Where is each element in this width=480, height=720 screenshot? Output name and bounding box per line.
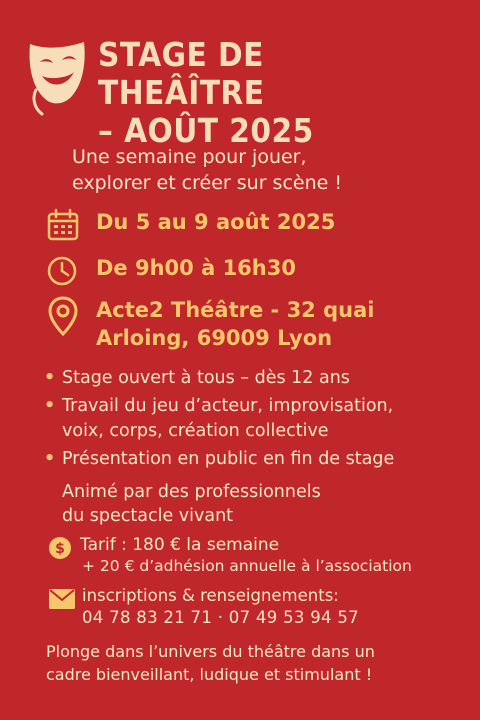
closing-line-2: cadre bienveillant, ludique et stimulant ! (46, 665, 373, 684)
svg-text:$: $ (55, 541, 65, 557)
price-text (80, 534, 412, 577)
place-line-2: Arloing, 69009 Lyon (96, 326, 333, 350)
time-row (46, 254, 296, 288)
date-row (46, 208, 335, 242)
animator-note (62, 480, 442, 528)
place-row (46, 296, 374, 352)
closing-text (46, 640, 466, 686)
list-item (44, 447, 474, 472)
dollar-coin-icon (48, 536, 72, 560)
title-line-1: STAGE DE THEÂÎTRE (98, 35, 265, 112)
place-text (96, 296, 374, 352)
tagline-line-2: explorer et créer sur scène ! (72, 172, 342, 194)
feature-list (44, 366, 474, 475)
contact-label: inscriptions & renseignements: (82, 586, 339, 605)
list-item (44, 394, 474, 444)
tagline-line-1: Une semaine pour jouer, (72, 146, 307, 168)
animator-line-1: Animé par des professionnels (62, 482, 321, 502)
place-line-1: Acte2 Théâtre - 32 quai (96, 298, 375, 322)
contact-text (82, 585, 359, 629)
title-line-2: – AOÛT 2025 (98, 111, 314, 150)
closing-line-1: Plonge dans l’univers du théâtre dans un (46, 642, 375, 661)
list-item-line-1: • Travail du jeu d’acteur, improvisation, (62, 396, 394, 416)
list-item-line-2: voix, corps, création collective (62, 421, 329, 441)
price-row (48, 534, 412, 577)
page-title (98, 36, 431, 150)
calendar-icon (46, 208, 80, 242)
location-pin-icon (46, 296, 80, 336)
list-item (44, 366, 474, 391)
contact-phones: 04 78 83 21 71 · 07 49 53 94 57 (82, 608, 359, 627)
list-item-line-1: • Stage ouvert à tous – dès 12 ans (62, 368, 350, 388)
list-item-line-1: • Présentation en public en fin de stage (62, 449, 395, 469)
date-text: Du 5 au 9 août 2025 (96, 210, 336, 234)
tagline (72, 144, 462, 196)
theatre-mask-icon (22, 38, 90, 116)
price-main: Tarif : 180 € la semaine (80, 535, 280, 555)
contact-row (48, 585, 359, 629)
envelope-icon (48, 588, 76, 610)
animator-line-2: du spectacle vivant (62, 506, 234, 526)
clock-icon (46, 254, 80, 288)
time-text: De 9h00 à 16h30 (96, 256, 296, 280)
price-extra: + 20 € d’adhésion annuelle à l’association (82, 557, 412, 575)
